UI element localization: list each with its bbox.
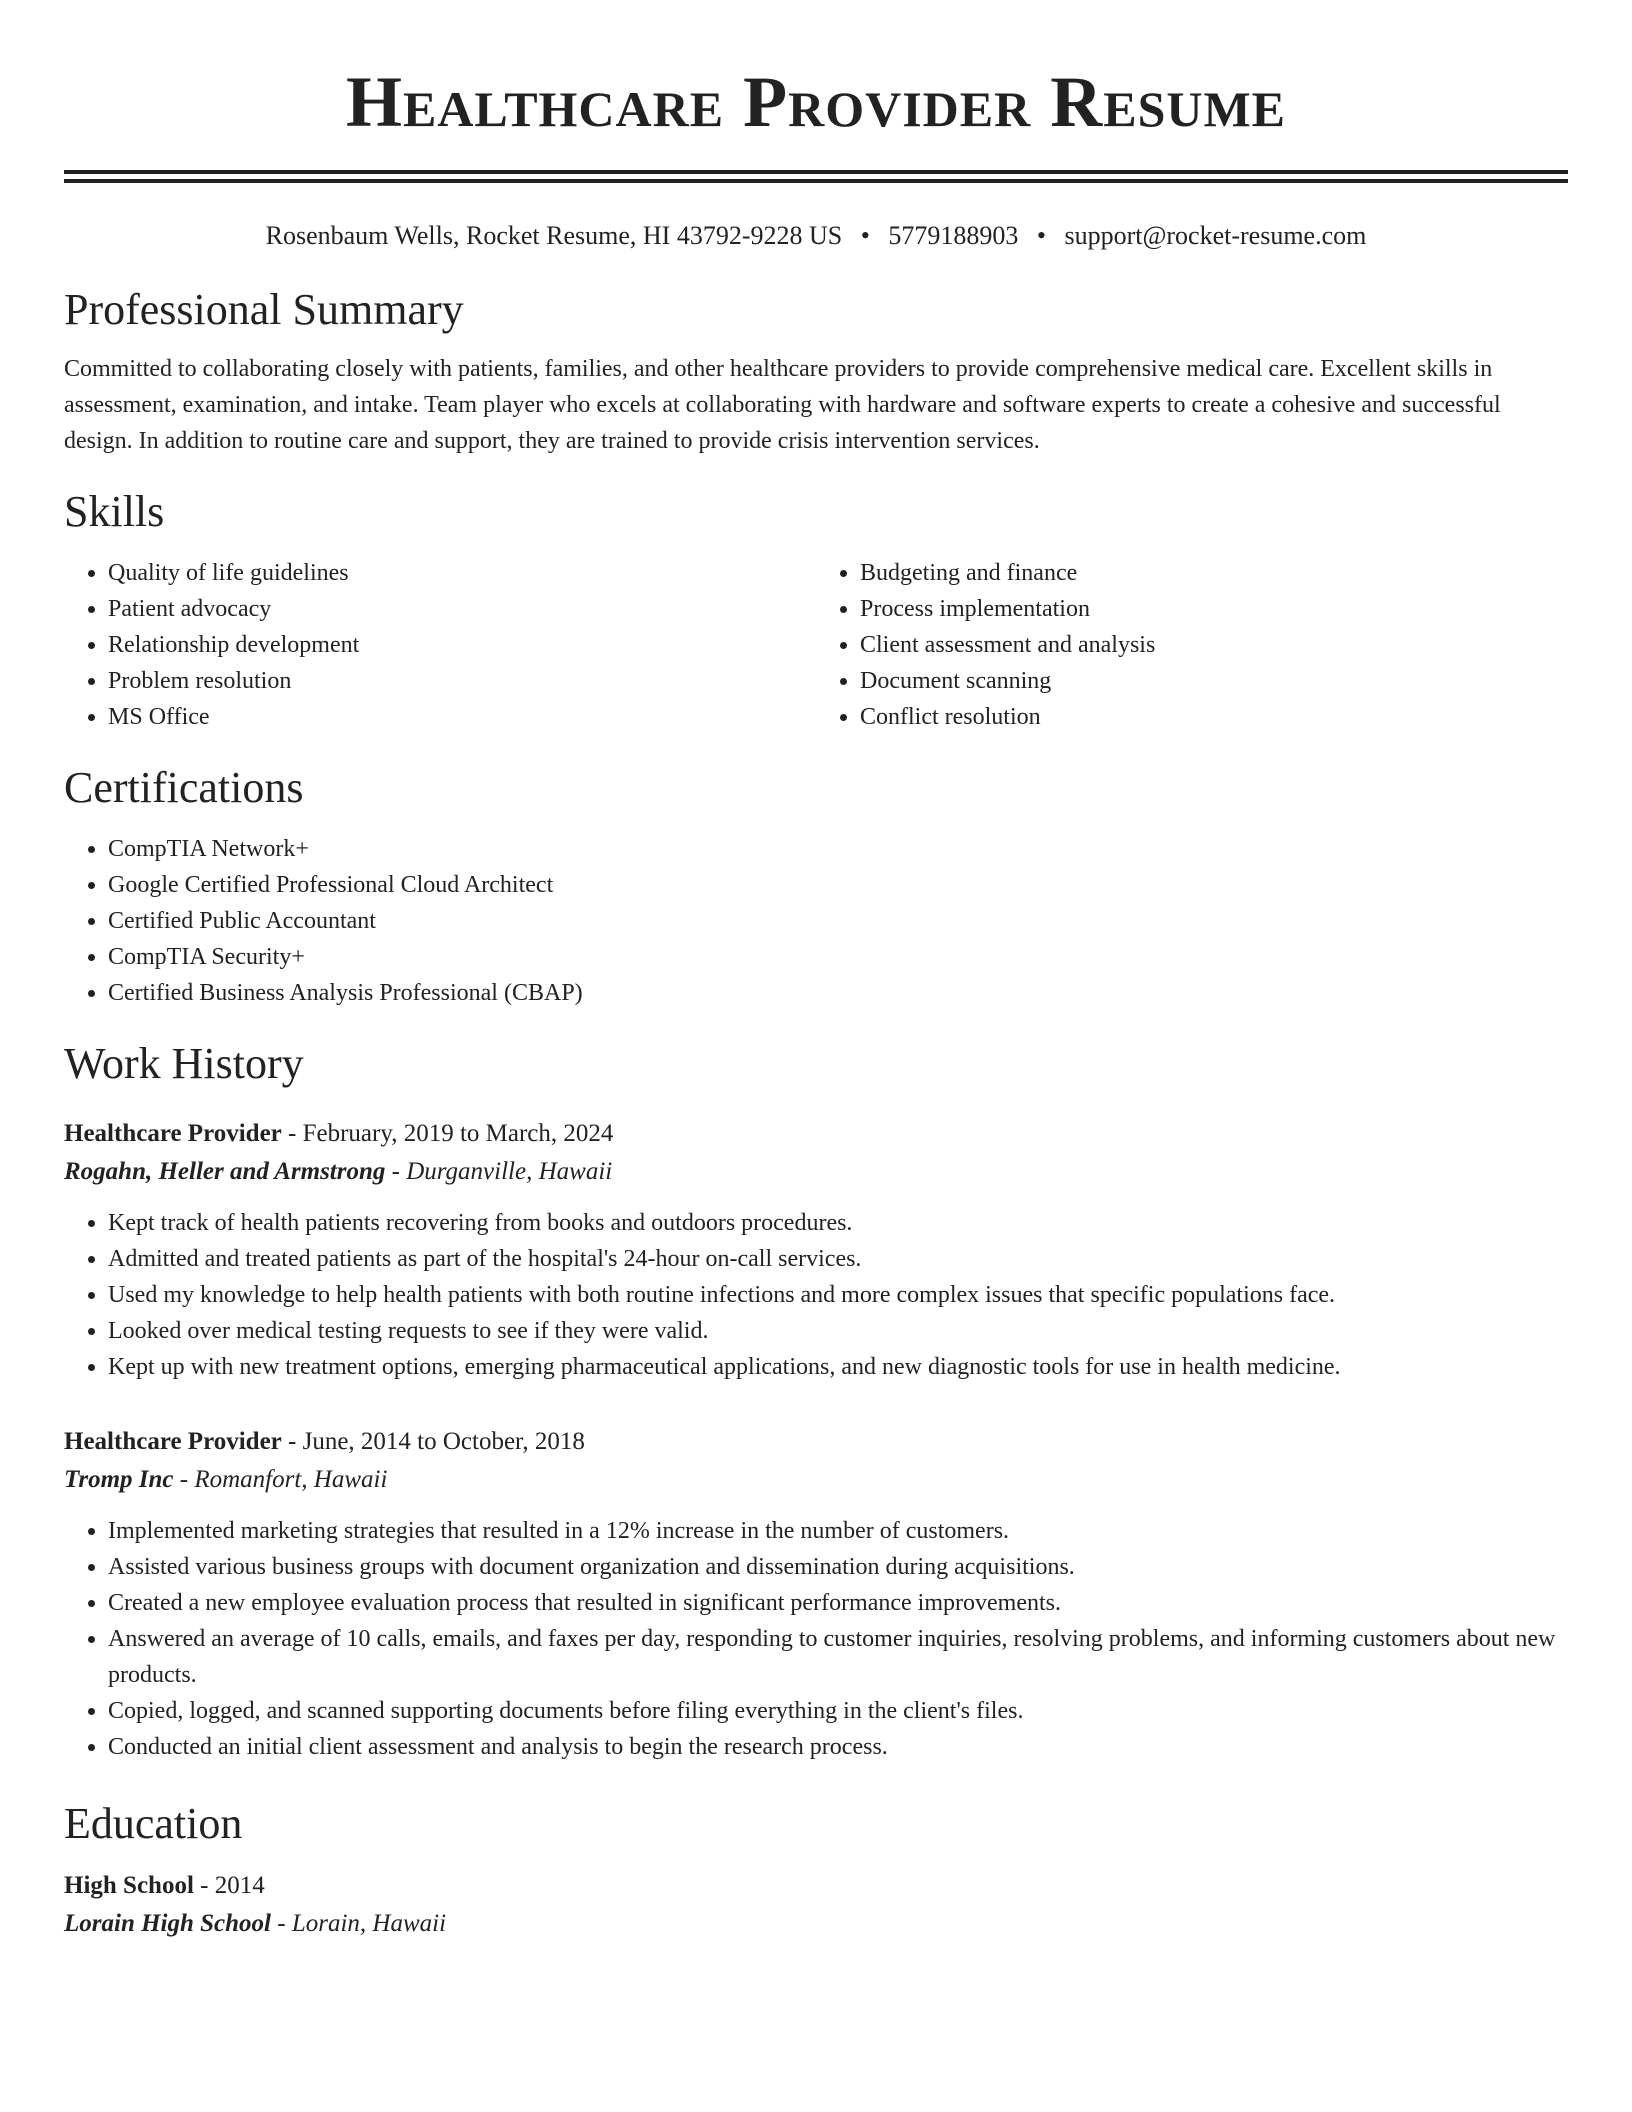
contact-separator: •: [1036, 221, 1046, 250]
job-duty: • Assisted various business groups with document organization and dissemination during acquisitions.: [108, 1549, 1568, 1585]
contact-address: Rosenbaum Wells, Rocket Resume, HI 43792-9228 US: [265, 221, 843, 250]
contact-separator: •: [860, 221, 870, 250]
job-duty: • Kept track of health patients recovering from books and outdoors procedures.: [108, 1205, 1568, 1241]
job-duty: • Conducted an initial client assessment and analysis to begin the research process.: [108, 1729, 1568, 1765]
job-company: Rogahn, Heller and Armstrong: [64, 1158, 386, 1185]
job-header: [64, 1423, 1568, 1461]
job-duty: • Answered an average of 10 calls, emails, and faxes per day, responding to customer inquiries, resolving problems, and informing customers about new products.: [108, 1621, 1568, 1693]
title-divider-secondary: [64, 179, 1568, 183]
page-title: Healthcare Provider Resume: [345, 62, 1287, 142]
skills-heading: Skills: [64, 487, 165, 536]
job-employer: [64, 1461, 1568, 1499]
job-duty: • Looked over medical testing requests to see if they were valid.: [108, 1313, 1568, 1349]
skill-item: • Client assessment and analysis: [860, 627, 1568, 663]
summary-heading: Professional Summary: [64, 285, 464, 334]
certification-item: • CompTIA Security+: [108, 939, 1568, 975]
skill-item: • MS Office: [108, 699, 816, 735]
education-year: - 2014: [193, 1872, 265, 1899]
certification-item: • Google Certified Professional Cloud Architect: [108, 867, 1568, 903]
job-employer: [64, 1153, 1568, 1191]
certification-item: • CompTIA Network+: [108, 831, 1568, 867]
job-dates: - June, 2014 to October, 2018: [281, 1428, 585, 1455]
skill-item: • Patient advocacy: [108, 591, 816, 627]
job-location: - Romanfort, Hawaii: [173, 1466, 388, 1493]
skill-item: • Problem resolution: [108, 663, 816, 699]
job-title: Healthcare Provider: [64, 1428, 282, 1455]
job-duty: • Used my knowledge to help health patients with both routine infections and more complex issues that specific populations face.: [108, 1277, 1568, 1313]
job-duty: • Kept up with new treatment options, emerging pharmaceutical applications, and new diagnostic tools for use in health medicine.: [108, 1349, 1568, 1385]
job-duties: [64, 1205, 1568, 1385]
skill-item: • Quality of life guidelines: [108, 555, 816, 591]
skill-item: • Document scanning: [860, 663, 1568, 699]
job-duty: • Implemented marketing strategies that resulted in a 12% increase in the number of customers.: [108, 1513, 1568, 1549]
title-divider: [64, 170, 1568, 174]
education-header: [64, 1867, 1568, 1905]
skill-item: • Conflict resolution: [860, 699, 1568, 735]
contact-phone: 5779188903: [888, 221, 1019, 250]
job-duty: • Admitted and treated patients as part of the hospital's 24-hour on-call services.: [108, 1241, 1568, 1277]
education-school: Lorain High School: [64, 1910, 271, 1937]
job-dates: - February, 2019 to March, 2024: [281, 1120, 614, 1147]
contact-line: [64, 219, 1568, 253]
job-duty: • Copied, logged, and scanned supporting documents before filing everything in the client's files.: [108, 1693, 1568, 1729]
certifications-heading: Certifications: [64, 763, 304, 812]
skills-column-right: [816, 555, 1568, 735]
job-title: Healthcare Provider: [64, 1120, 282, 1147]
job-entry: [64, 1423, 1568, 1765]
contact-email: support@rocket-resume.com: [1064, 221, 1367, 250]
job-header: [64, 1115, 1568, 1153]
certifications-list: [64, 831, 1568, 1011]
summary-text: Committed to collaborating closely with patients, families, and other healthcare providers to provide comprehensive medical care. Excellent skills in assessment, examination, and intake. Team player who excels at collaborating with hardware and software experts to create a cohesive and successful design. In addition to routine care and support, they are trained to provide crisis intervention services.: [64, 356, 1501, 454]
job-location: - Durganville, Hawaii: [385, 1158, 613, 1185]
job-duties: [64, 1513, 1568, 1765]
work-history-heading: Work History: [64, 1039, 304, 1088]
skills-list: [64, 555, 1568, 735]
skills-column-left: [64, 555, 816, 735]
education-degree: High School: [64, 1872, 194, 1899]
education-entry: [64, 1867, 1568, 1943]
education-location: - Lorain, Hawaii: [271, 1910, 447, 1937]
skill-item: • Budgeting and finance: [860, 555, 1568, 591]
certification-item: • Certified Business Analysis Professional (CBAP): [108, 975, 1568, 1011]
education-heading: Education: [64, 1799, 243, 1848]
certification-item: • Certified Public Accountant: [108, 903, 1568, 939]
job-entry: [64, 1115, 1568, 1385]
job-company: Tromp Inc: [64, 1466, 174, 1493]
education-institution: [64, 1905, 1568, 1943]
skill-item: • Process implementation: [860, 591, 1568, 627]
job-duty: • Created a new employee evaluation process that resulted in significant performance improvements.: [108, 1585, 1568, 1621]
skill-item: • Relationship development: [108, 627, 816, 663]
